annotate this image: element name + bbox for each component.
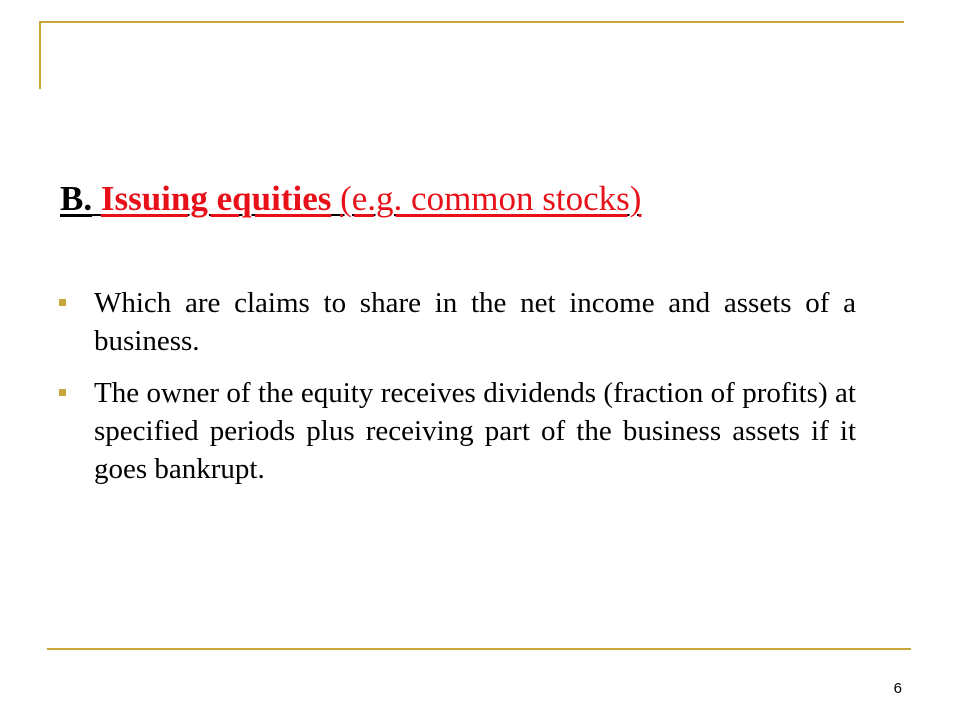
bullet-item [56,374,856,488]
frame-top-line [40,21,904,23]
frame-bottom-line [47,648,911,650]
frame-left-line [39,21,41,89]
square-bullet-icon [59,299,66,306]
bullet-text: The owner of the equity receives dividends (fraction of profits) at specified periods plus receiving part of the business assets if it goes bankrupt. [94,377,856,485]
square-bullet-icon [59,389,66,396]
bullet-item [56,284,856,360]
heading-lead: B. [60,179,93,218]
heading-key-term: Issuing equities [100,179,332,218]
bullet-text: Which are claims to share in the net income and assets of a business. [94,287,856,357]
slide-heading [60,178,641,220]
bullet-list [56,284,856,502]
page-number: 6 [893,680,902,697]
heading-example: (e.g. common stocks) [340,179,642,218]
